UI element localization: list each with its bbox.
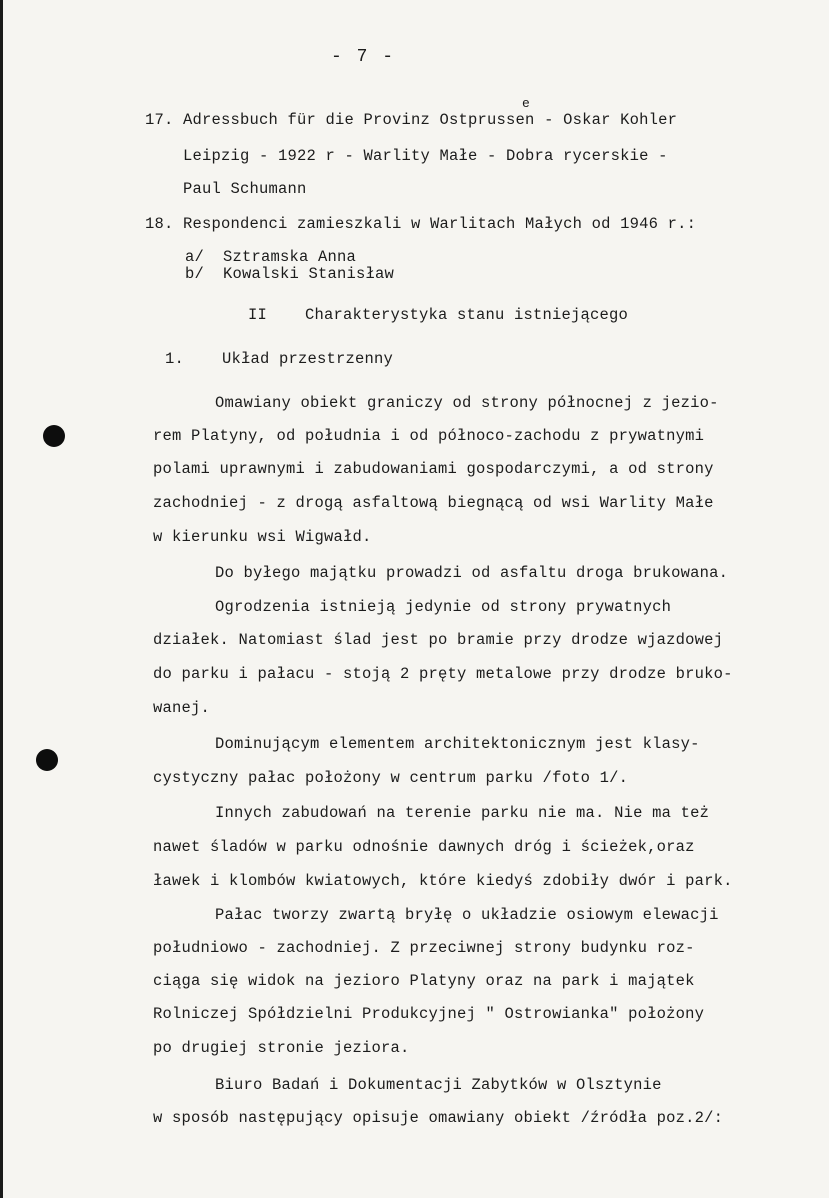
text-line: ławek i klombów kwiatowych, które kiedyś zdobiły dwór i park. [153,872,733,890]
text-line: cystyczny pałac położony w centrum parku /foto 1/. [153,769,629,787]
text-line: Dominującym elementem architektonicznym jest klasy- [215,735,700,753]
text-line: ciąga się widok na jezioro Platyny oraz na park i majątek [153,972,695,990]
text-line: w kierunku wsi Wigwałd. [153,528,372,546]
page-edge [0,0,3,1198]
text-line: b/ Kowalski Stanisław [185,265,395,283]
text-line: Do byłego majątku prowadzi od asfaltu droga brukowana. [215,564,729,582]
text-line: Pałac tworzy zwartą bryłę o układzie osiowym elewacji [215,906,719,924]
text-line: Biuro Badań i Dokumentacji Zabytków w Olsztynie [215,1076,662,1094]
text-line: Omawiany obiekt graniczy od strony północnej z jezio- [215,394,719,412]
text-line: Paul Schumann [183,180,307,198]
text-line: Ogrodzenia istnieją jedynie od strony prywatnych [215,598,672,616]
text-line: nawet śladów w parku odnośnie dawnych dróg i ścieżek,oraz [153,838,695,856]
text-line: do parku i pałacu - stoją 2 pręty metalowe przy drodze bruko- [153,665,733,683]
text-line: rem Platyny, od południa i od północo-zachodu z prywatnymi [153,427,705,445]
text-line: polami uprawnymi i zabudowaniami gospodarczymi, a od strony [153,460,714,478]
subsection-heading: 1. Układ przestrzenny [165,350,394,368]
text-line: w sposób następujący opisuje omawiany obiekt /źródła poz.2/: [153,1109,724,1127]
page-number: - 7 - [331,47,396,67]
punch-hole [36,749,58,771]
text-line: południowo - zachodniej. Z przeciwnej strony budynku roz- [153,939,695,957]
text-line: wanej. [153,699,211,717]
text-line: 18. Respondenci zamieszkali w Warlitach Małych od 1946 r.: [145,215,697,233]
text-line: a/ Sztramska Anna [185,248,357,266]
text-line: 17. Adressbuch für die Provinz Ostprussen - Oskar Kohler [145,111,678,129]
text-line: Rolniczej Spółdzielni Produkcyjnej " Ostrowianka" położony [153,1005,705,1023]
text-line: działek. Natomiast ślad jest po bramie przy drodze wjazdowej [153,631,724,649]
superscript-e: e [522,96,531,111]
text-line: Innych zabudowań na terenie parku nie ma. Nie ma też [215,804,710,822]
text-line: po drugiej stronie jeziora. [153,1039,410,1057]
section-heading: II Charakterystyka stanu istniejącego [248,306,629,324]
punch-hole [43,425,65,447]
text-line: Leipzig - 1922 r - Warlity Małe - Dobra rycerskie - [183,147,668,165]
text-line: zachodniej - z drogą asfaltową biegnącą od wsi Warlity Małe [153,494,714,512]
